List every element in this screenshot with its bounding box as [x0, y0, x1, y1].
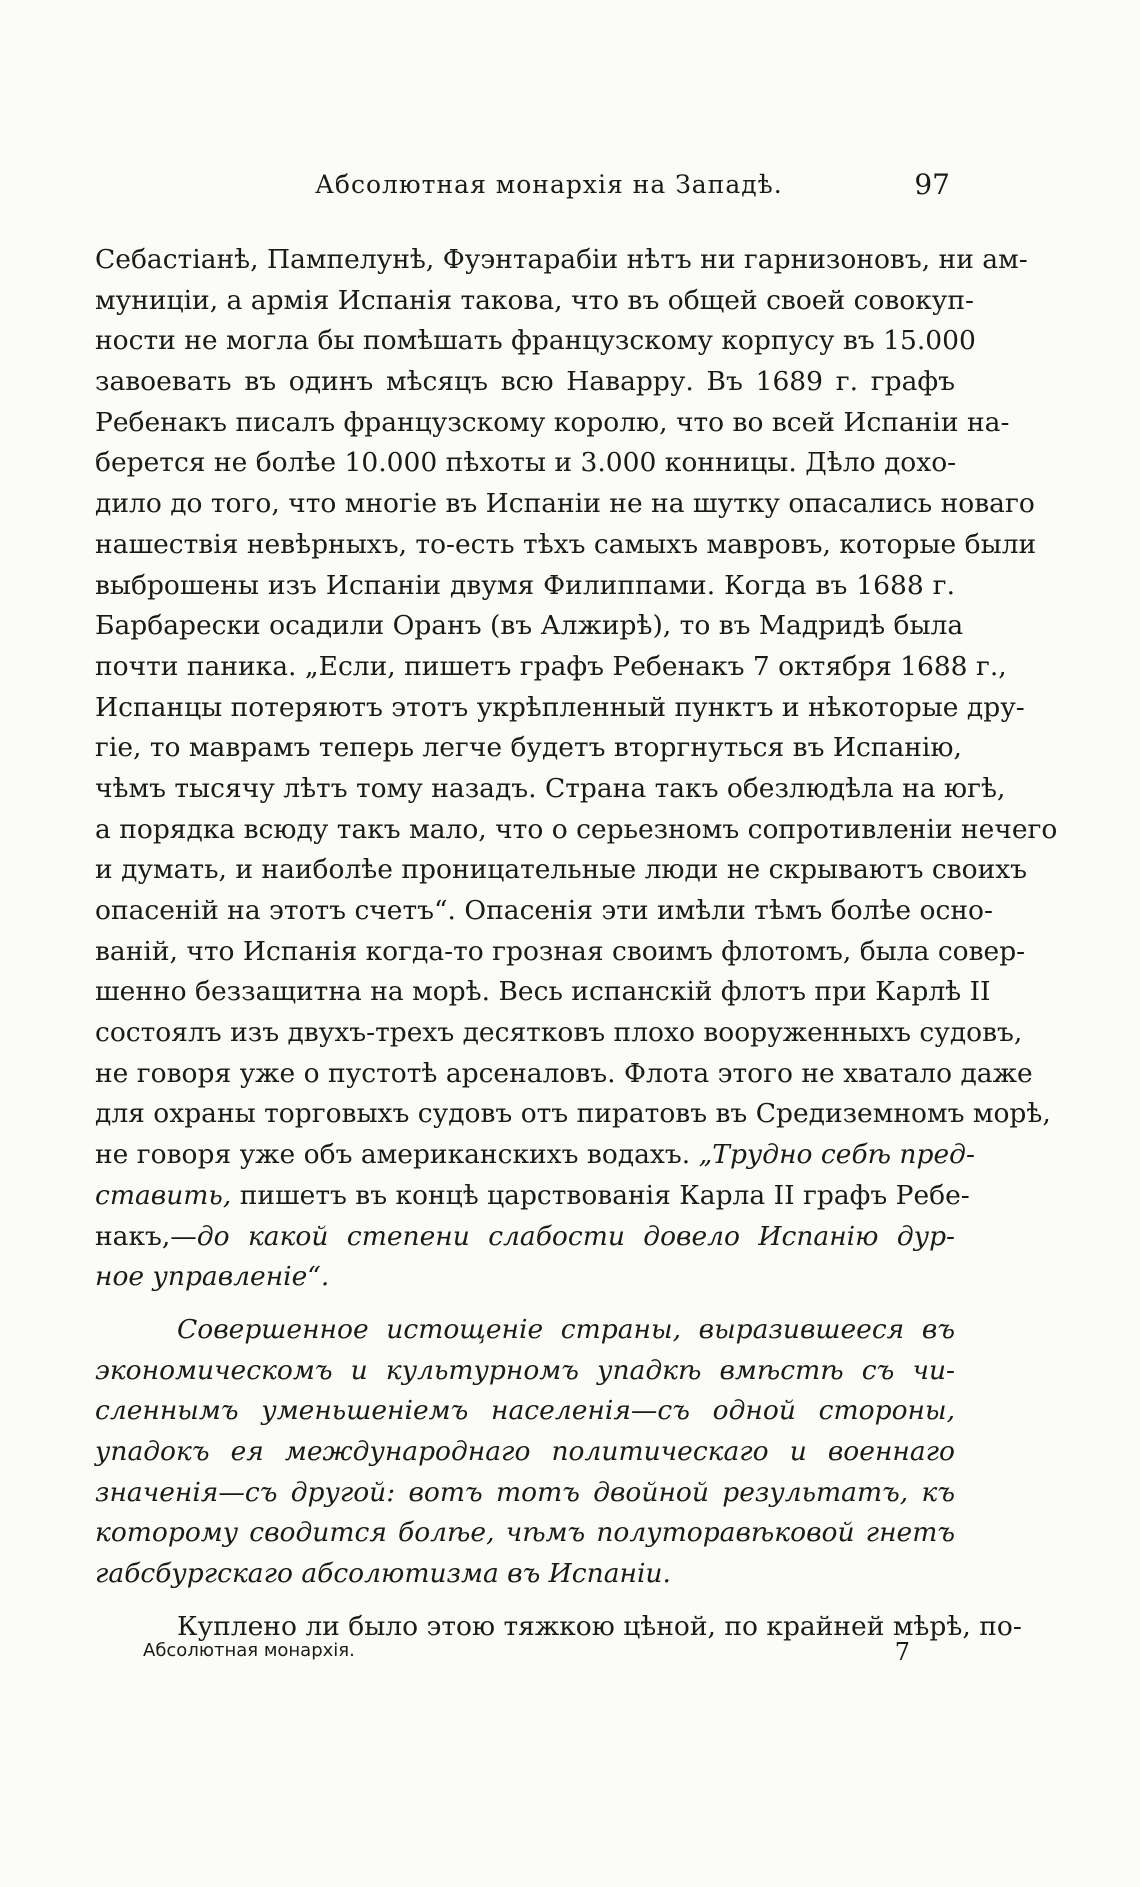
text-line: шенно беззащитна на морѣ. Весь испанскій флотъ при Карлѣ II: [95, 976, 991, 1008]
text-line: почти паника. „Если, пишетъ графъ Ребенакъ 7 октября 1688 г.,: [95, 650, 1007, 682]
text-line: и думать, и наиболѣе проницательные люди не скрываютъ своихъ: [95, 854, 1028, 886]
italic-line: упадокъ ея международнаго политическаго и военнаго: [95, 1435, 955, 1467]
text-line: выброшены изъ Испаніи двумя Филиппами. Когда въ 1688 г.: [95, 569, 955, 601]
text-line-mixed: [95, 1217, 955, 1258]
text-line: опасеній на этотъ счетъ“. Опасенія эти имѣли тѣмъ болѣе осно-: [95, 895, 993, 926]
body-text: [95, 240, 1058, 1647]
italic-paragraph: [95, 1310, 955, 1595]
page-footer: [95, 1640, 950, 1670]
text-line: а порядка всюду такъ мало, что о серьезномъ сопротивленіи нечего: [95, 813, 1058, 845]
text-line: для охраны торговыхъ судовъ отъ пиратовъ въ Средиземномъ морѣ,: [95, 1098, 1051, 1130]
italic-line: габсбургскаго абсолютизма въ Испаніи.: [95, 1558, 671, 1589]
quote-italic: „Трудно себѣ пред-: [698, 1139, 975, 1171]
text-line: Барбарески осадили Оранъ (въ Алжирѣ), то въ Мадридѣ была: [95, 610, 964, 642]
quote-italic: ставить,: [95, 1179, 232, 1211]
text-line: Себастіанѣ, Пампелунѣ, Фуэнтарабіи нѣтъ ни гарнизоновъ, ни ам-: [95, 244, 1028, 275]
running-title: Абсолютная монархія на Западѣ.: [315, 170, 783, 199]
page-number: 97: [914, 168, 950, 201]
text-line: чѣмъ тысячу лѣтъ тому назадъ. Страна такъ обезлюдѣла на югѣ,: [95, 772, 1006, 804]
text-line-mixed: [95, 1176, 970, 1217]
italic-line: значенія—съ другой: вотъ тотъ двойной результатъ, къ: [95, 1476, 955, 1508]
quote-italic: до какой степени слабости довело Испанію дур-: [196, 1220, 955, 1252]
italic-line: которому сводится болѣе, чѣмъ полуторавѣковой гнетъ: [95, 1517, 955, 1549]
text-line: Испанцы потеряютъ этотъ укрѣпленный пунктъ и нѣкоторые дру-: [95, 691, 1025, 723]
text-line: не говоря уже о пустотѣ арсеналовъ. Флота этого не хватало даже: [95, 1057, 1033, 1089]
text-line: берется не болѣе 10.000 пѣхоты и 3.000 конницы. Дѣло дохо-: [95, 447, 957, 479]
italic-line: экономическомъ и культурномъ упадкѣ вмѣстѣ съ чи-: [95, 1354, 955, 1386]
text-line: муниціи, а армія Испанія такова, что въ общей своей совокуп-: [95, 284, 975, 316]
sheet-number: 7: [894, 1638, 910, 1666]
text-line: ности не могла бы помѣшать французскому корпусу въ 15.000: [95, 325, 976, 357]
text-line: состоялъ изъ двухъ-трехъ десятковъ плохо вооруженныхъ судовъ,: [95, 1017, 1023, 1049]
signature-mark: Абсолютная монархія.: [143, 1640, 355, 1661]
text-line: ваній, что Испанія когда-то грозная своимъ флотомъ, была совер-: [95, 935, 1026, 967]
text-line: нашествія невѣрныхъ, то-есть тѣхъ самыхъ мавровъ, которые были: [95, 528, 1037, 560]
text-line: завоевать въ одинъ мѣсяцъ всю Наварру. Въ 1689 г. графъ: [95, 366, 955, 398]
page-header: [95, 170, 950, 210]
text-line: Ребенакъ писалъ французскому королю, что во всей Испаніи на-: [95, 406, 1010, 438]
text-line: Куплено ли было этою тяжкою цѣной, по крайней мѣрѣ, по-: [177, 1610, 1022, 1642]
italic-line: Совершенное истощеніе страны, выразившееся въ: [177, 1313, 955, 1345]
text-roman: накъ,—: [95, 1220, 197, 1252]
italic-line: сленнымъ уменьшеніемъ населенія—съ одной стороны,: [95, 1395, 955, 1427]
text-roman: пишетъ въ концѣ царствованія Карла II графъ Ребе-: [239, 1179, 970, 1211]
quote-italic-end: ное управленіе“.: [95, 1261, 330, 1293]
text-line: гіе, то маврамъ теперь легче будетъ вторгнуться въ Испанію,: [95, 732, 962, 764]
text-line: дило до того, что многіе въ Испаніи не на шутку опасались новаго: [95, 488, 1035, 520]
text-line-mixed: [95, 1135, 975, 1176]
text-roman: не говоря уже объ американскихъ водахъ.: [95, 1139, 691, 1171]
